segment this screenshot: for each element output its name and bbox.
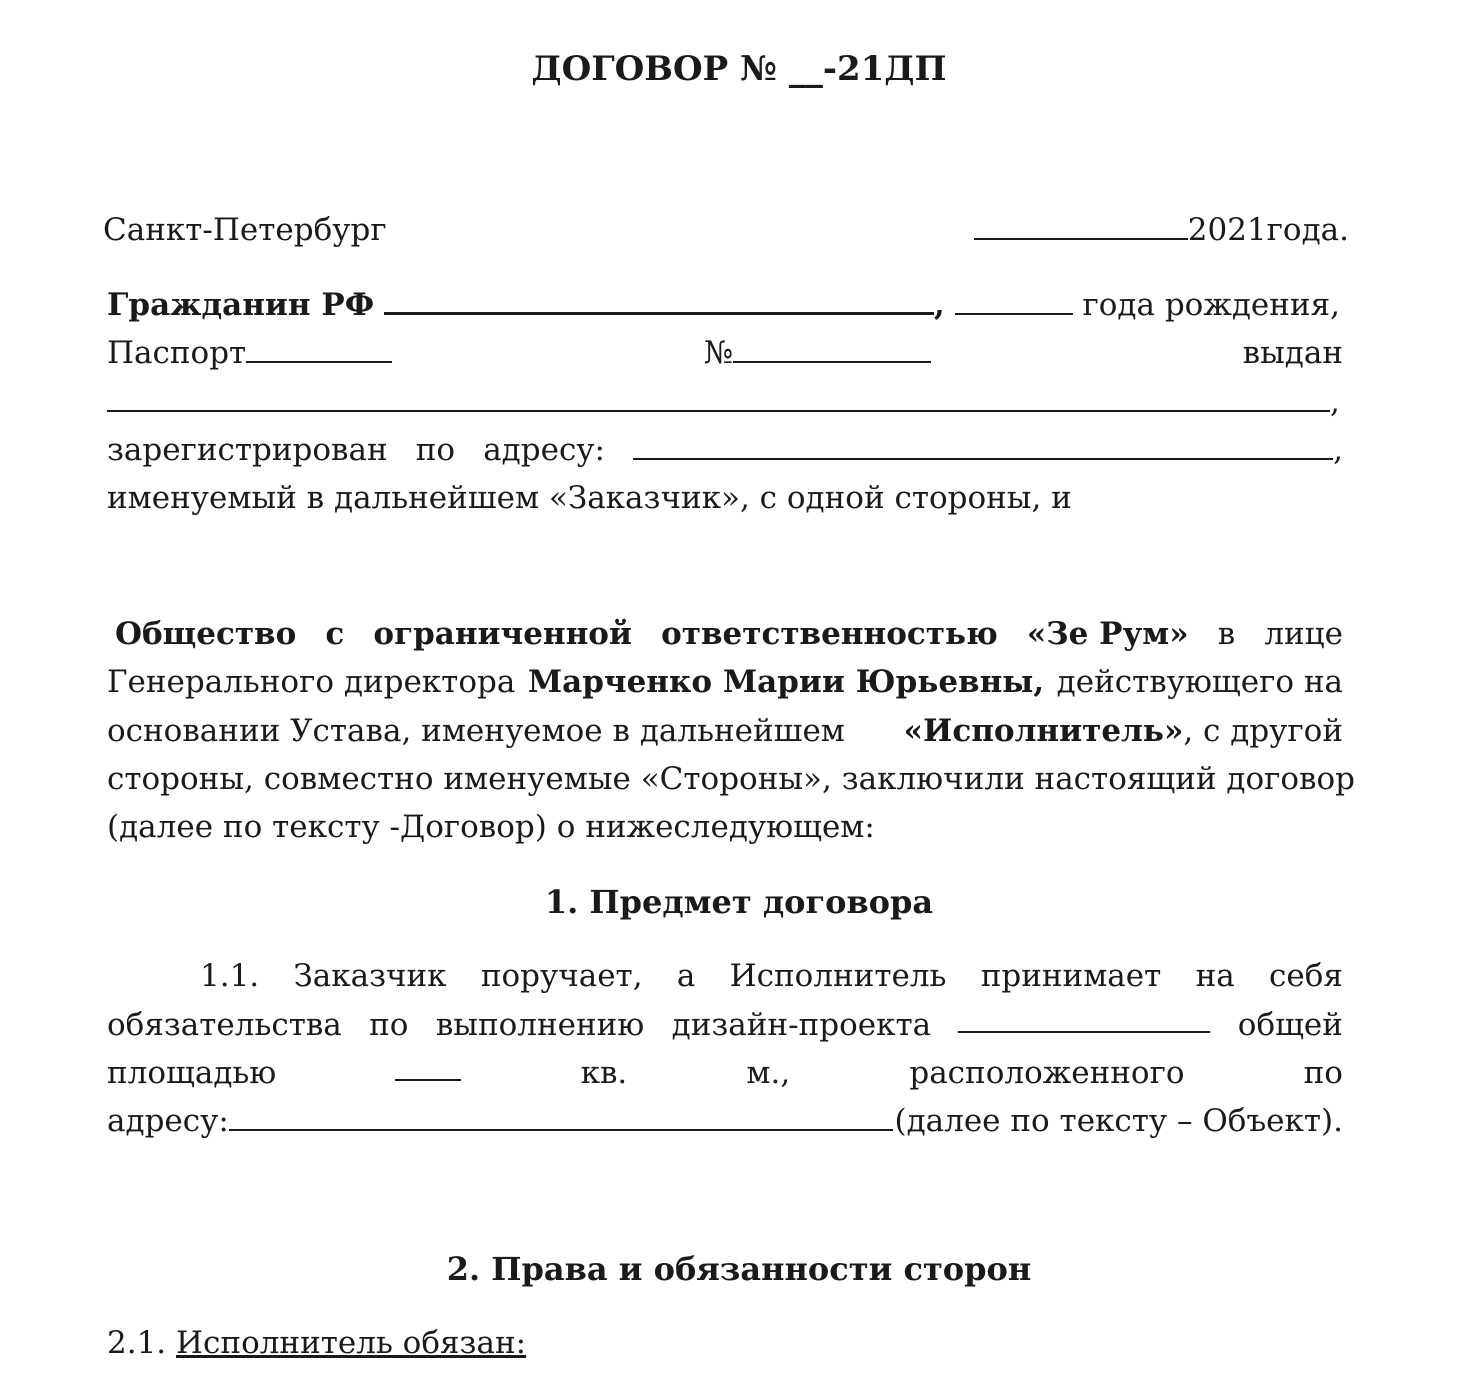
section-2-heading: 2. Права и обязанности сторон xyxy=(446,1250,1032,1288)
clause-number: 2.1. xyxy=(107,1325,167,1361)
clause-number: 1.1. xyxy=(200,958,260,994)
clause-1-1-line-4 xyxy=(107,1097,1343,1145)
word: выполнению xyxy=(435,1007,645,1043)
clause-1-1-line-2 xyxy=(107,1001,1343,1049)
contractor-line-3 xyxy=(107,707,1343,755)
city: Санкт-Петербург xyxy=(103,212,387,248)
contractor-line-1 xyxy=(115,610,1343,658)
word: в xyxy=(1217,616,1236,652)
word: Исполнитель xyxy=(729,958,947,994)
clause-title: Исполнитель обязан: xyxy=(176,1325,527,1361)
client-label: Гражданин РФ xyxy=(107,287,375,323)
client-line-1 xyxy=(107,281,1343,329)
text-segment: основании Устава, именуемое в дальнейшем xyxy=(107,713,845,749)
text-segment: (далее по тексту – Объект). xyxy=(894,1103,1343,1139)
word: поручает, xyxy=(480,958,643,994)
birth-year-blank[interactable] xyxy=(955,283,1073,315)
text-segment: , с другой xyxy=(1183,713,1343,749)
contractor-line-2 xyxy=(107,658,1343,706)
word: ответственностью xyxy=(661,616,998,652)
clause-1-1-line-1 xyxy=(200,952,1343,1000)
word: принимает xyxy=(980,958,1162,994)
word: Общество xyxy=(115,616,297,652)
client-line-3 xyxy=(107,378,1343,426)
word: а xyxy=(676,958,696,994)
word: Заказчик xyxy=(293,958,447,994)
document-title: ДОГОВОР № __-21ДП xyxy=(531,49,947,89)
client-line-2 xyxy=(107,329,1343,377)
word: лице xyxy=(1264,616,1343,652)
birth-text: года рождения, xyxy=(1082,287,1341,323)
contractor-line-5: (далее по тексту -Договор) о нижеследующем: xyxy=(107,809,875,845)
contractor-role: «Исполнитель» xyxy=(903,713,1184,749)
director-name: Марченко Марии Юрьевны, xyxy=(527,664,1045,700)
word: по xyxy=(369,1007,409,1043)
word: себя xyxy=(1269,958,1343,994)
word: дизайн-проекта xyxy=(671,1007,932,1043)
date xyxy=(974,206,1349,254)
word: общей xyxy=(1237,1007,1343,1043)
word: с xyxy=(325,616,345,652)
clause-1-1-line-3 xyxy=(107,1049,1343,1097)
word: адресу: xyxy=(107,1103,229,1139)
registered-word: зарегистрирован xyxy=(107,432,388,468)
passport-series-blank[interactable] xyxy=(246,331,392,363)
number-label: № xyxy=(703,335,734,371)
registered-word: по xyxy=(415,432,456,468)
word: на xyxy=(1195,958,1235,994)
word: м., xyxy=(746,1055,791,1091)
text-segment: Генерального директора xyxy=(107,664,516,700)
passport-group xyxy=(107,329,392,377)
comma: , xyxy=(933,287,945,323)
client-line-4 xyxy=(107,426,1343,474)
year-text: 2021года. xyxy=(1187,212,1349,248)
passport-label: Паспорт xyxy=(107,335,247,371)
contractor-line-4: стороны, совместно именуемые «Стороны», заключили настоящий договор xyxy=(107,761,1356,797)
date-blank[interactable] xyxy=(974,208,1188,240)
word: по xyxy=(1303,1055,1343,1091)
address-group xyxy=(633,426,1343,474)
text-segment: действующего на xyxy=(1056,664,1343,700)
passport-number-blank[interactable] xyxy=(733,331,931,363)
word: обязательства xyxy=(107,1007,342,1043)
project-blank[interactable] xyxy=(958,1001,1210,1033)
object-address-group xyxy=(107,1097,893,1145)
contractor-role-group xyxy=(904,707,1343,755)
company-name: «Зе Рум» xyxy=(1026,616,1189,652)
word: площадью xyxy=(107,1055,277,1091)
word: расположенного xyxy=(909,1055,1185,1091)
section-1-heading: 1. Предмет договора xyxy=(544,883,934,921)
registered-word: адресу: xyxy=(483,432,605,468)
number-group xyxy=(704,329,931,377)
word: кв. xyxy=(580,1055,628,1091)
address-blank[interactable] xyxy=(633,428,1333,460)
issued-label: выдан xyxy=(1242,335,1343,371)
issued-by-blank[interactable] xyxy=(107,380,1330,412)
comma: , xyxy=(1333,432,1343,468)
comma: , xyxy=(1330,384,1340,420)
client-name-blank[interactable] xyxy=(384,282,934,315)
object-address-blank[interactable] xyxy=(229,1099,893,1131)
place-date-line xyxy=(103,206,1349,254)
client-line-5: именуемый в дальнейшем «Заказчик», с одной стороны, и xyxy=(107,480,1072,516)
area-blank[interactable] xyxy=(395,1049,461,1081)
clause-2-1 xyxy=(107,1319,1343,1367)
word: ограниченной xyxy=(373,616,632,652)
